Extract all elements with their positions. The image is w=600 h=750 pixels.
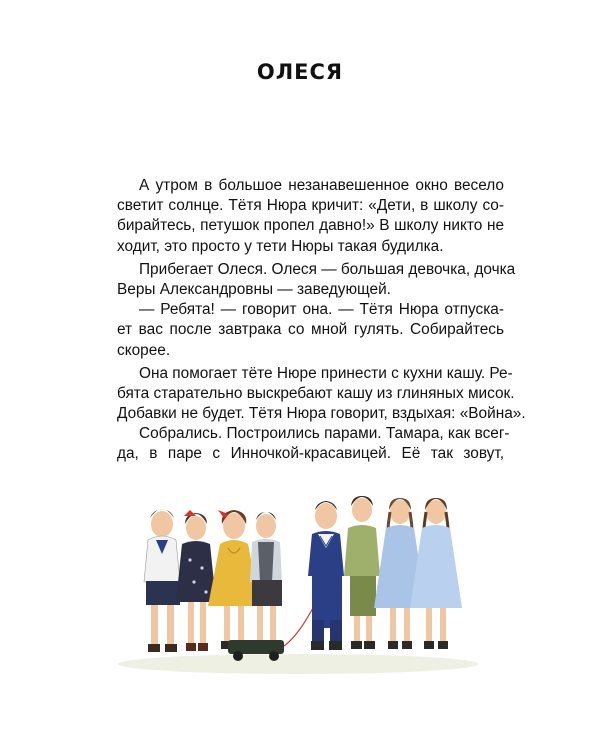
text-line: скорее.: [117, 341, 171, 359]
text-line: Веры Александровны — заведующей.: [117, 280, 391, 298]
text-line: ходит, это просто у тети Нюры такая будилка.: [117, 237, 444, 255]
text-line: А утром в большое незанавешенное окно весело: [139, 177, 504, 194]
page-title: ОЛЕСЯ: [256, 60, 344, 84]
text-line: бирайтесь, петушок пропел давно!» В школу никто не: [117, 217, 504, 235]
story-text: [117, 176, 526, 465]
child-girl-green: [344, 496, 380, 649]
ground-shadow: [118, 654, 478, 674]
text-line: светит солнце. Тётя Нюра кричит: «Дети, в школу со-: [117, 197, 504, 215]
child-boy-vest: [250, 512, 282, 651]
child-boy-sailor: [308, 501, 344, 650]
text-line: бята старательно выскребают кашу из глиняных мисок.: [117, 384, 515, 402]
text-line: Добавки не будет. Тётя Нюра говорит, вздыхая: «Война».: [117, 405, 526, 423]
text-line: — Ребята! — говорит она. — Тётя Нюра отпуска-: [139, 301, 504, 319]
child-girl-blue-dress-2: [410, 498, 462, 649]
text-line: Она помогает тёте Нюре принести с кухни кашу. Ре-: [139, 364, 513, 382]
text-line: Собрались. Построились парами. Тамара, как всег-: [139, 425, 510, 443]
child-girl-dark-dress: [176, 510, 216, 651]
text-line: да, в паре с Инночкой-красавицей. Её так зовут,: [117, 445, 504, 463]
child-boy-white-shirt: [144, 509, 180, 652]
children-illustration: [118, 488, 478, 688]
text-line: ет вас после завтрака со мной гулять. Собирайтесь: [117, 321, 504, 339]
text-line: Прибегает Олеся. Олеся — большая девочка, дочка: [139, 260, 516, 278]
